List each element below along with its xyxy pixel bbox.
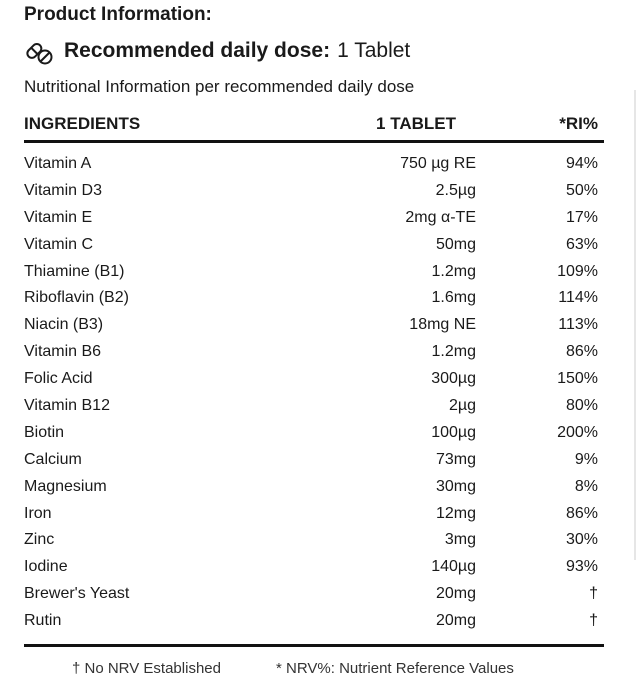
ingredient-name: Brewer's Yeast — [24, 585, 130, 603]
footnote-no-nrv: † No NRV Established — [72, 660, 221, 677]
ingredient-ri: † — [589, 585, 598, 603]
ingredient-name: Vitamin E — [24, 208, 93, 226]
ingredient-amount: 20mg — [435, 585, 476, 603]
ingredient-amount: 12mg — [435, 504, 476, 522]
header-amount: 1 TABLET — [376, 114, 456, 133]
ingredient-amount: 2µg — [448, 397, 476, 415]
table-row — [24, 367, 604, 394]
ingredient-ri: 50% — [565, 181, 598, 199]
table-row — [24, 582, 604, 609]
nutrition-table — [24, 112, 604, 636]
header-rule — [24, 140, 604, 143]
recommended-dose-row — [24, 36, 410, 66]
ingredient-name: Riboflavin (B2) — [24, 289, 129, 307]
ingredient-ri: 86% — [565, 343, 598, 361]
ingredient-ri: 9% — [574, 450, 598, 468]
pills-icon — [24, 36, 54, 66]
table-row — [24, 421, 604, 448]
ingredient-name: Rutin — [24, 612, 62, 630]
ingredient-amount: 18mg NE — [409, 316, 476, 334]
ingredient-ri: 109% — [557, 262, 598, 280]
ingredient-amount: 140µg — [431, 558, 476, 576]
ingredient-name: Folic Acid — [24, 370, 93, 388]
ingredient-name: Iron — [24, 504, 52, 522]
table-body — [24, 152, 604, 636]
ingredient-ri: † — [589, 612, 598, 630]
ingredient-amount: 2mg α-TE — [405, 208, 476, 226]
section-title: Product Information: — [24, 4, 212, 25]
table-row — [24, 340, 604, 367]
header-ingredients: INGREDIENTS — [24, 114, 141, 133]
ingredient-name: Vitamin B6 — [24, 343, 102, 361]
ingredient-amount: 750 µg RE — [400, 155, 476, 172]
ingredient-ri: 200% — [557, 423, 598, 441]
table-row — [24, 179, 604, 206]
table-row — [24, 152, 604, 179]
footer-rule — [24, 644, 604, 647]
ingredient-name: Magnesium — [24, 477, 107, 495]
table-row — [24, 313, 604, 340]
ingredient-amount: 1.6mg — [431, 289, 476, 307]
table-header — [24, 112, 604, 140]
ingredient-amount: 100µg — [431, 423, 476, 441]
ingredient-ri: 80% — [565, 397, 598, 415]
ingredient-amount: 30mg — [435, 477, 476, 495]
ingredient-amount: 1.2mg — [431, 262, 476, 280]
ingredient-name: Zinc — [24, 531, 55, 549]
ingredient-name: Vitamin D3 — [24, 181, 102, 199]
ingredient-name: Thiamine (B1) — [24, 262, 125, 280]
ingredient-ri: 114% — [558, 289, 598, 307]
table-row — [24, 609, 604, 636]
table-row — [24, 502, 604, 529]
ingredient-ri: 8% — [574, 477, 598, 495]
table-row — [24, 206, 604, 233]
ingredient-name: Vitamin A — [24, 155, 92, 172]
dose-label: Recommended daily dose: — [64, 39, 331, 62]
ingredient-name: Vitamin B12 — [24, 397, 110, 415]
dose-value: 1 Tablet — [337, 39, 411, 62]
table-row — [24, 260, 604, 287]
ingredient-name: Vitamin C — [24, 235, 94, 253]
ingredient-name: Biotin — [24, 423, 65, 441]
ingredient-amount: 1.2mg — [431, 343, 476, 361]
header-ri: *RI% — [559, 114, 598, 133]
ingredient-amount: 73mg — [435, 450, 476, 468]
ingredient-amount: 3mg — [444, 531, 476, 549]
ingredient-ri: 93% — [565, 558, 598, 576]
ingredient-amount: 50mg — [435, 235, 476, 253]
table-row — [24, 394, 604, 421]
ingredient-ri: 113% — [558, 316, 598, 334]
table-row — [24, 475, 604, 502]
ingredient-ri: 30% — [565, 531, 598, 549]
table-row — [24, 233, 604, 260]
ingredient-amount: 2.5µg — [435, 181, 476, 199]
ingredient-ri: 94% — [565, 155, 598, 172]
ingredient-ri: 86% — [565, 504, 598, 522]
ingredient-ri: 150% — [557, 370, 598, 388]
table-row — [24, 555, 604, 582]
ingredient-ri: 17% — [565, 208, 598, 226]
footnote-nrv-definition: * NRV%: Nutrient Reference Values — [276, 660, 514, 677]
table-row — [24, 286, 604, 313]
table-row — [24, 528, 604, 555]
ingredient-ri: 63% — [565, 235, 598, 253]
ingredient-name: Iodine — [24, 558, 68, 576]
ingredient-name: Niacin (B3) — [24, 316, 104, 334]
ingredient-name: Calcium — [24, 450, 82, 468]
ingredient-amount: 300µg — [431, 370, 476, 388]
nutrition-subtitle: Nutritional Information per recommended daily dose — [24, 77, 415, 96]
ingredient-amount: 20mg — [435, 612, 476, 630]
table-row — [24, 448, 604, 475]
